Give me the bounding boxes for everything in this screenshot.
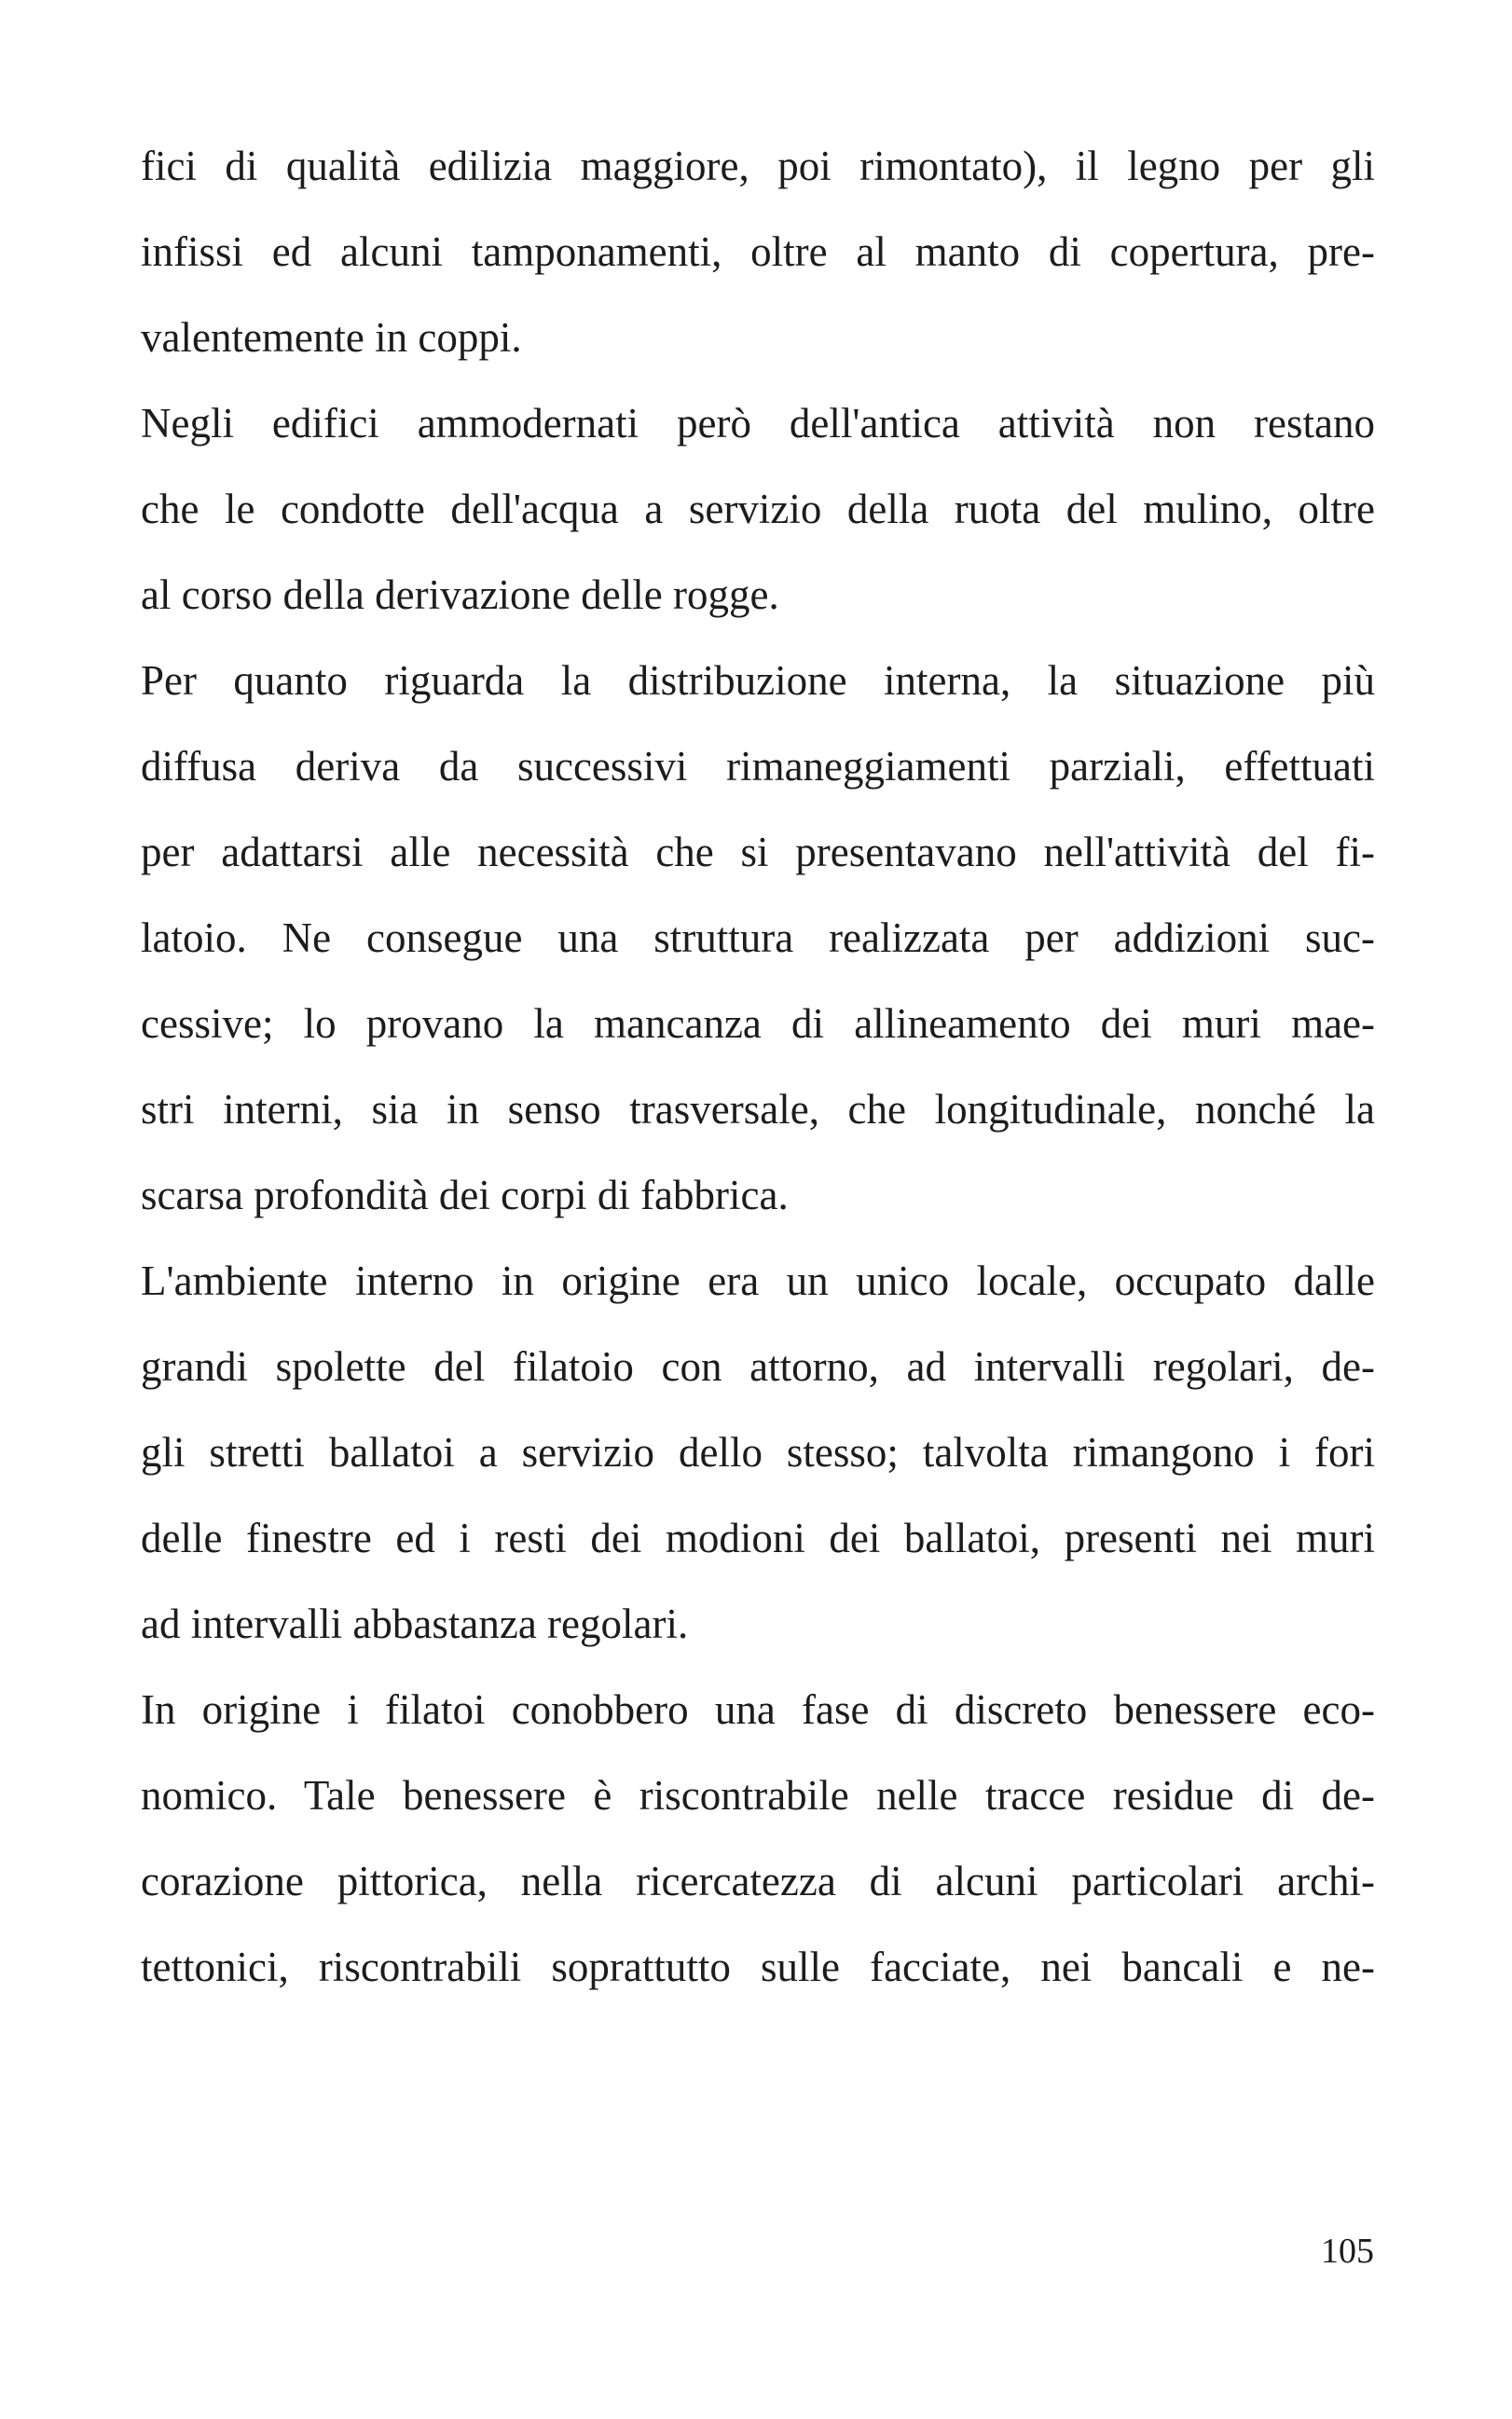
text-line: ad intervalli abbastanza regolari. <box>141 1601 689 1647</box>
page-number: 105 <box>1321 2232 1374 2271</box>
text-line: al corso della derivazione delle rogge. <box>141 571 779 618</box>
text-line: L'ambiente interno in origine era un unico locale, occupato dalle <box>141 1258 1375 1304</box>
text-line: Negli edifici ammodernati però dell'antica attività non restano <box>141 400 1375 447</box>
text-line: scarsa profondità dei corpi di fabbrica. <box>141 1172 789 1218</box>
text-line: Per quanto riguarda la distribuzione interna, la situazione più <box>141 657 1375 704</box>
text-line: stri interni, sia in senso trasversale, che longitudinale, nonché la <box>141 1086 1375 1133</box>
text-line: che le condotte dell'acqua a servizio della ruota del mulino, oltre <box>141 486 1375 532</box>
text-line: per adattarsi alle necessità che si presentavano nell'attività del fi- <box>141 829 1375 875</box>
text-line: delle finestre ed i resti dei modioni dei ballatoi, presenti nei muri <box>141 1515 1375 1561</box>
text-line: grandi spolette del filatoio con attorno, ad intervalli regolari, de- <box>141 1343 1375 1390</box>
text-line: cessive; lo provano la mancanza di allineamento dei muri mae- <box>141 1000 1375 1047</box>
text-line: nomico. Tale benessere è riscontrabile nelle tracce residue di de- <box>141 1772 1375 1819</box>
text-line: valentemente in coppi. <box>141 314 522 361</box>
text-line: corazione pittorica, nella ricercatezza di alcuni particolari archi- <box>141 1858 1375 1904</box>
text-line: tettonici, riscontrabili soprattutto sulle facciate, nei bancali e ne- <box>141 1944 1375 1990</box>
text-line: infissi ed alcuni tamponamenti, oltre al manto di copertura, pre- <box>141 228 1375 275</box>
text-line: gli stretti ballatoi a servizio dello stesso; talvolta rimangono i fori <box>141 1429 1375 1476</box>
text-line: In origine i filatoi conobbero una fase di discreto benessere eco- <box>141 1686 1375 1733</box>
text-line: latoio. Ne consegue una struttura realizzata per addizioni suc- <box>141 914 1375 961</box>
text-line: fici di qualità edilizia maggiore, poi rimontato), il legno per gli <box>141 143 1375 189</box>
text-line: diffusa deriva da successivi rimaneggiamenti parziali, effettuati <box>141 743 1375 790</box>
